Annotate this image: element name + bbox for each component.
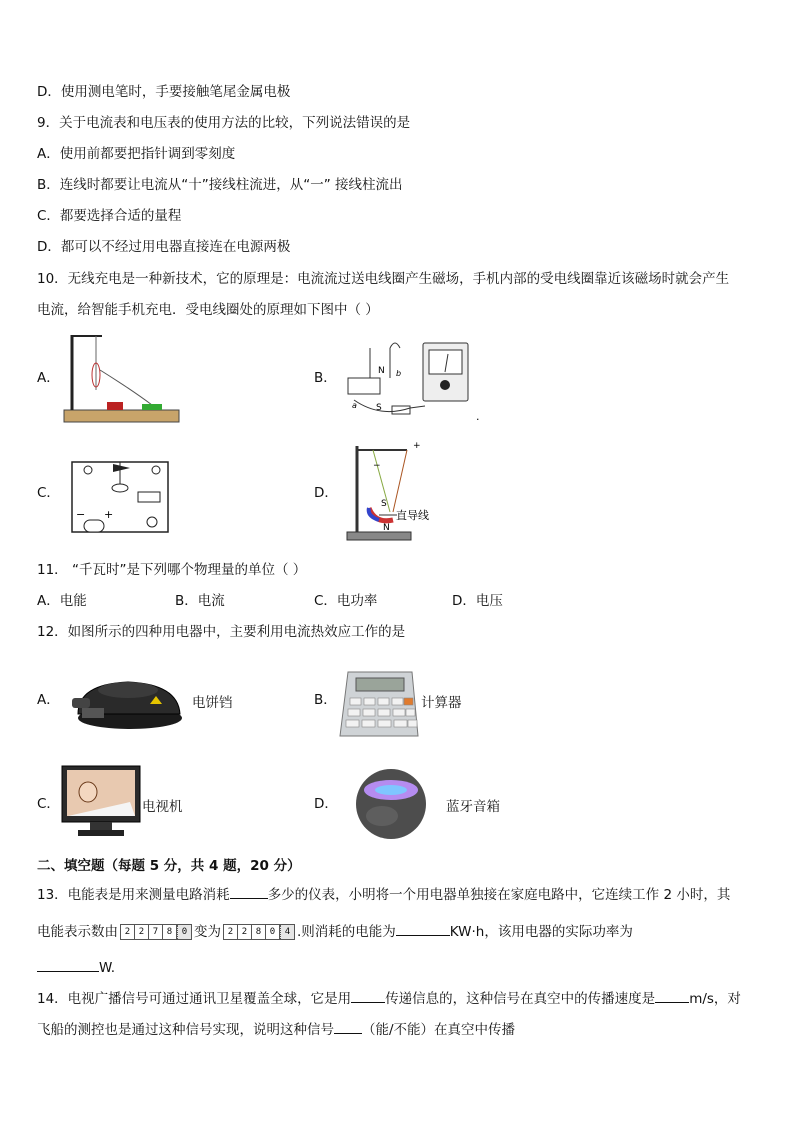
q11-stem: 11． “千瓦时”是下列哪个物理量的单位（ ） — [37, 562, 307, 578]
q13-blank-1[interactable] — [230, 884, 268, 899]
q12-label-b: B． — [314, 692, 337, 708]
b-north-label: N — [378, 366, 385, 376]
q10-figure-a — [62, 330, 184, 426]
q9-stem: 9．关于电流表和电压表的使用方法的比较，下列说法错误的是 — [37, 115, 411, 131]
q13-blank-2[interactable] — [396, 921, 450, 936]
q13-part6: KW·h，该用电器的实际功率为 — [449, 924, 633, 940]
b-b-label: b — [396, 369, 402, 378]
q9-option-c: C．都要选择合适的量程 — [37, 208, 182, 224]
q14-part5: （能/不能）在真空中传播 — [362, 1022, 516, 1038]
q9-option-b: B．连线时都要让电流从“十”接线柱流进，从“一” 接线柱流出 — [37, 177, 403, 193]
d-wire-label: 直导线 — [396, 509, 429, 522]
q10-label-c: C． — [37, 485, 60, 501]
q13-part7: W. — [99, 960, 116, 976]
meter-reading-before: 2 2 7 8 0 — [120, 924, 192, 940]
bluetooth-speaker-image — [352, 766, 430, 842]
q10-figure-d — [345, 440, 451, 542]
b-a-label: a — [352, 401, 357, 410]
q13-part4: 变为 — [194, 924, 221, 940]
q10-label-b: B． — [314, 370, 337, 386]
q13-line3 — [37, 957, 115, 977]
q13-part1: 13．电能表是用来测量电路消耗 — [37, 887, 230, 903]
electric-griddle-image — [68, 668, 186, 732]
q10-figure-c — [68, 456, 172, 536]
section2-title: 二、填空题（每题 5 分，共 4 题，20 分） — [37, 858, 301, 874]
d-minus: − — [373, 461, 381, 471]
q9-option-a: A．使用前都要把指针调到零刻度 — [37, 146, 236, 162]
q11-option-c: C．电功率 — [314, 593, 378, 609]
q9-option-d: D．都可以不经过用电器直接连在电源两极 — [37, 239, 291, 255]
q12-caption-a: 电饼铛 — [192, 695, 233, 711]
q12-caption-b: 计算器 — [421, 695, 462, 711]
q13-blank-3[interactable] — [37, 957, 99, 972]
q8-option-d: D．使用测电笔时，手要接触笔尾金属电极 — [37, 84, 291, 100]
q13-part5: .则消耗的电能为 — [297, 924, 396, 940]
q11-option-d: D．电压 — [452, 593, 503, 609]
q11-option-b: B．电流 — [175, 593, 225, 609]
d-north: N — [383, 523, 390, 533]
q12-caption-d: 蓝牙音箱 — [446, 799, 500, 815]
c-plus: + — [104, 508, 114, 521]
q10-stem-line1: 10．无线充电是一种新技术，它的原理是：电流流过送电线圈产生磁场，手机内部的受电线圈靠近该磁场时就会产生 — [37, 271, 730, 287]
q13-line1 — [37, 884, 730, 904]
q14-line2 — [37, 1019, 515, 1039]
q10-label-a: A． — [37, 370, 60, 386]
meter-reading-after: 2 2 8 0 4 — [223, 924, 295, 940]
q14-part3: m/s，对 — [689, 991, 741, 1007]
q10-label-d: D． — [314, 485, 338, 501]
q14-line1 — [37, 988, 741, 1008]
q13-part2: 多少的仪表，小明将一个用电器单独接在家庭电路中，它连续工作 2 小时，其 — [267, 887, 731, 903]
television-image — [60, 764, 142, 840]
b-dot: . — [476, 410, 480, 422]
q14-part1: 14．电视广播信号可通过通讯卫星覆盖全球，它是用 — [37, 991, 352, 1007]
d-plus: + — [413, 441, 421, 451]
q13-part3: 电能表示数由 — [37, 924, 118, 940]
d-south: S — [381, 499, 387, 509]
q12-caption-c: 电视机 — [142, 799, 183, 815]
c-minus: − — [76, 508, 86, 521]
q14-part4: 飞船的测控也是通过这种信号实现，说明这种信号 — [37, 1022, 334, 1038]
q10-stem-line2: 电流，给智能手机充电．受电线圈处的原理如下图中（ ） — [37, 302, 379, 318]
q14-blank-2[interactable] — [655, 988, 689, 1003]
q10-figure-b — [340, 338, 484, 422]
q12-label-a: A． — [37, 692, 60, 708]
calculator-image — [338, 668, 420, 740]
q12-label-d: D． — [314, 796, 338, 812]
q11-option-a: A．电能 — [37, 593, 87, 609]
q12-stem: 12．如图所示的四种用电器中，主要利用电流热效应工作的是 — [37, 624, 406, 640]
q14-blank-3[interactable] — [334, 1019, 362, 1034]
b-south-label: S — [376, 403, 382, 413]
q14-blank-1[interactable] — [351, 988, 385, 1003]
q13-line2 — [37, 921, 633, 941]
q12-label-c: C． — [37, 796, 60, 812]
q14-part2: 传递信息的，这种信号在真空中的传播速度是 — [385, 991, 656, 1007]
